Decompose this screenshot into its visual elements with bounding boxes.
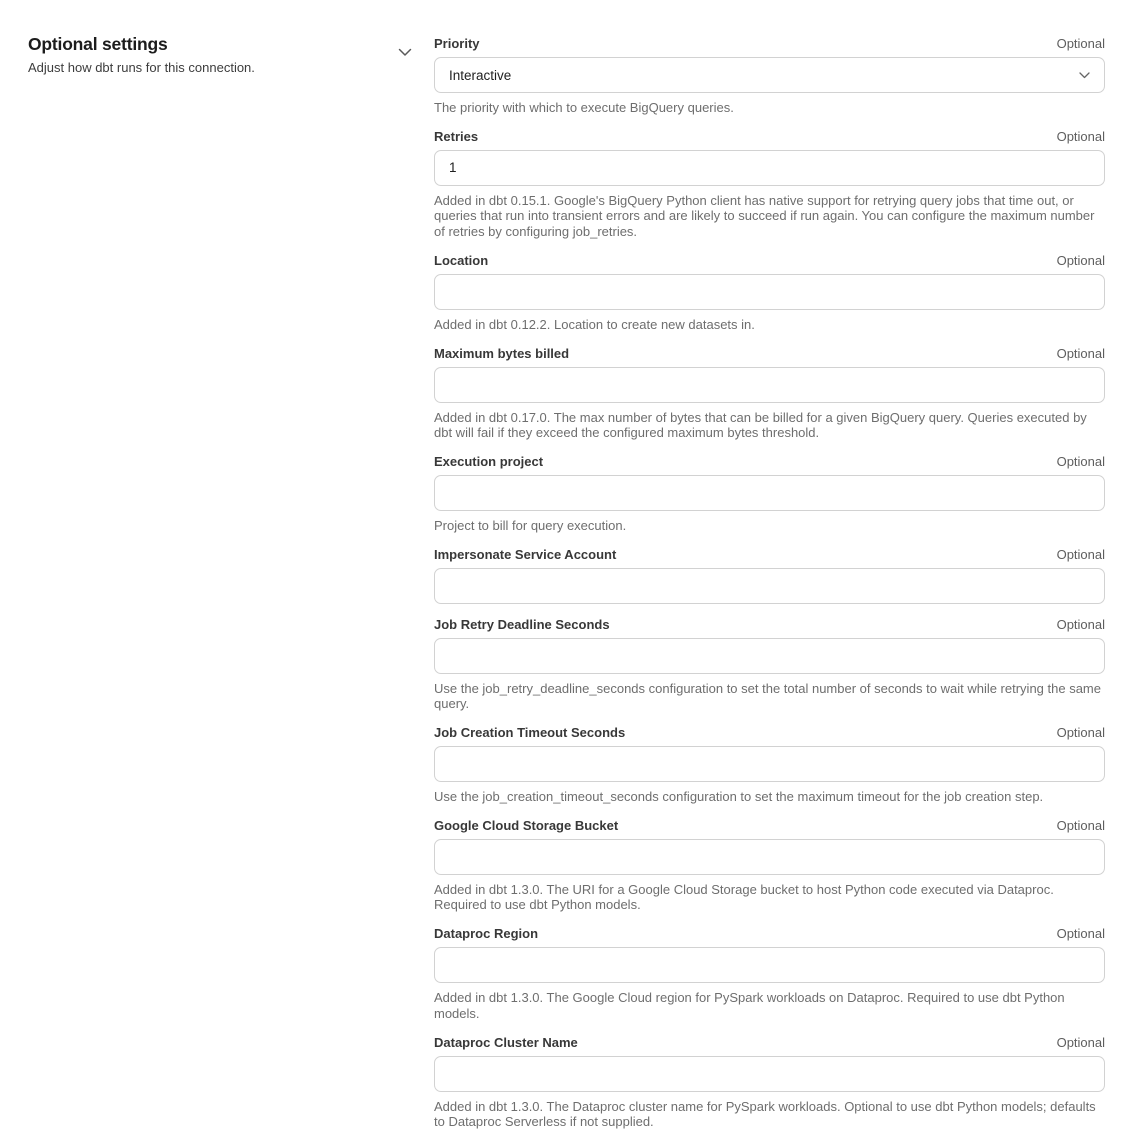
form-field (434, 36, 1105, 116)
form-field (434, 253, 1105, 333)
field-input[interactable] (434, 947, 1105, 983)
field-label: Dataproc Region (434, 926, 539, 942)
field-label: Maximum bytes billed (434, 345, 570, 361)
form-field (434, 617, 1105, 712)
field-help: Use the job_creation_timeout_seconds configuration to set the maximum timeout for the job creation step. (434, 789, 1044, 805)
optional-badge: Optional (1056, 926, 1105, 942)
field-head (434, 129, 1105, 145)
field-help: The priority with which to execute BigQuery queries. (434, 100, 734, 115)
field-label: Job Retry Deadline Seconds (434, 616, 610, 632)
optional-badge: Optional (1056, 36, 1105, 51)
field-head (434, 617, 1105, 633)
field-label: Execution project (434, 453, 544, 469)
field-head (434, 346, 1105, 362)
optional-badge: Optional (1056, 1034, 1105, 1050)
form-field (434, 346, 1105, 441)
field-help: Added in dbt 1.3.0. The Google Cloud region for PySpark workloads on Dataproc. Required to use dbt Python models. (434, 990, 1065, 1021)
form-field (434, 129, 1105, 240)
field-input[interactable] (434, 746, 1105, 782)
field-input[interactable] (434, 150, 1105, 186)
field-input[interactable] (434, 1056, 1105, 1092)
field-label: Dataproc Cluster Name (434, 1034, 578, 1050)
field-help: Use the job_retry_deadline_seconds configuration to set the total number of seconds to wait while retrying the same query. (434, 680, 1101, 712)
field-input[interactable] (434, 274, 1105, 310)
field-help: Added in dbt 1.3.0. The URI for a Google Cloud Storage bucket to host Python code executed via Dataproc. Required to use dbt Python models. (434, 881, 1054, 913)
field-input[interactable] (434, 367, 1105, 403)
field-head (434, 818, 1105, 834)
field-help: Added in dbt 0.12.2. Location to create new datasets in. (434, 316, 755, 332)
optional-badge: Optional (1056, 252, 1105, 268)
field-help: Project to bill for query execution. (434, 517, 627, 533)
section-collapse-chevron-icon[interactable] (398, 48, 412, 57)
field-label: Impersonate Service Account (434, 546, 617, 562)
optional-badge: Optional (1056, 453, 1105, 469)
field-input[interactable] (434, 839, 1105, 875)
field-head (434, 253, 1105, 269)
field-help: Added in dbt 1.3.0. The Dataproc cluster name for PySpark workloads. Optional to use dbt Python models; defaults to Dataproc Serverless if not supplied. (434, 1098, 1096, 1130)
field-input[interactable] (434, 568, 1105, 604)
form-field (434, 454, 1105, 534)
section-title: Optional settings (28, 34, 168, 54)
optional-badge: Optional (1056, 616, 1105, 632)
optional-badge: Optional (1056, 128, 1105, 144)
field-head (434, 36, 1105, 52)
form-field (434, 725, 1105, 805)
form-field (434, 818, 1105, 913)
field-input[interactable] (434, 475, 1105, 511)
optional-badge: Optional (1056, 725, 1105, 741)
field-label: Google Cloud Storage Bucket (434, 817, 619, 833)
form-panel (434, 36, 1105, 1130)
field-select-value: Interactive (449, 67, 512, 83)
field-label: Priority (434, 36, 480, 51)
field-label: Location (434, 252, 489, 268)
field-label: Job Creation Timeout Seconds (434, 725, 626, 741)
chevron-down-icon (1079, 72, 1090, 79)
field-label: Retries (434, 128, 479, 144)
section-header-text (28, 34, 255, 76)
optional-badge: Optional (1056, 345, 1105, 361)
section-subtitle: Adjust how dbt runs for this connection. (28, 60, 255, 75)
field-head (434, 725, 1105, 741)
field-input[interactable] (434, 638, 1105, 674)
form-field (434, 1035, 1105, 1130)
field-head (434, 547, 1105, 563)
optional-badge: Optional (1056, 546, 1105, 562)
section-header (28, 34, 412, 76)
form-field (434, 547, 1105, 604)
field-head (434, 454, 1105, 470)
optional-badge: Optional (1056, 817, 1105, 833)
field-head (434, 1035, 1105, 1051)
field-help: Added in dbt 0.17.0. The max number of bytes that can be billed for a given BigQuery query. Queries executed by dbt will fail if they exceed the configured maximum bytes threshold. (434, 409, 1087, 441)
field-help: Added in dbt 0.15.1. Google's BigQuery Python client has native support for retrying query jobs that time out, or queries that run into transient errors and are likely to succeed if run again. You can configure the maximum number of retries by configuring job_retries. (434, 192, 1095, 240)
form-field (434, 926, 1105, 1021)
field-select[interactable] (434, 57, 1105, 93)
field-head (434, 926, 1105, 942)
